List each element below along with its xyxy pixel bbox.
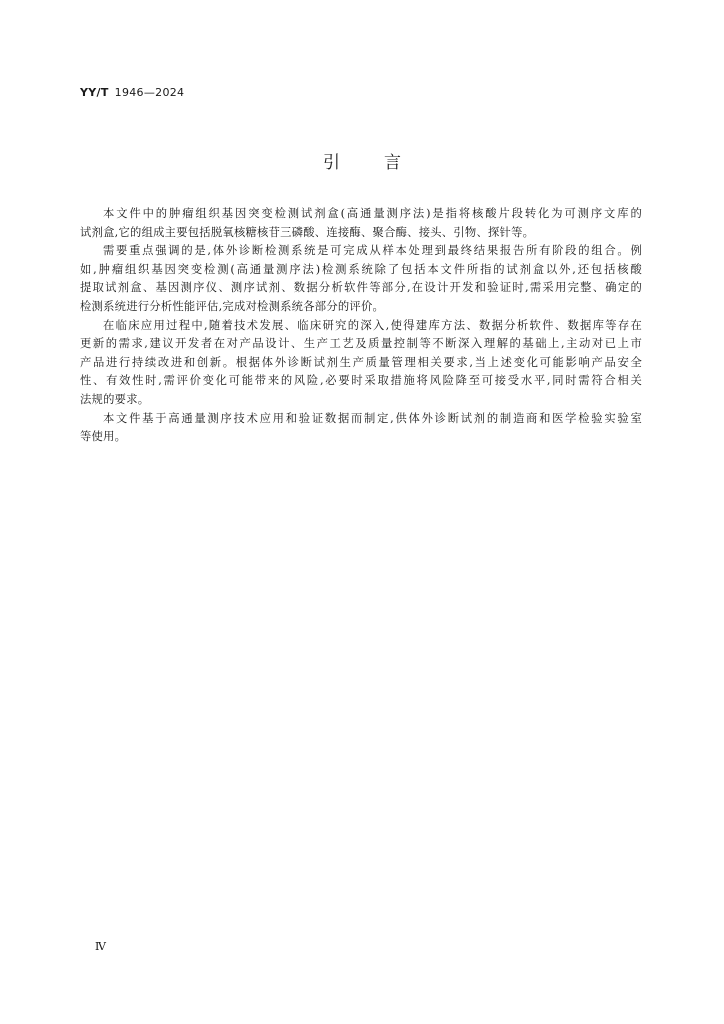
paragraph-2-line-1: 需要重点强调的是,体外诊断检测系统是可完成从样本处理到最终结果报告所有阶段的组合。例 (103, 244, 642, 258)
standard-number: 1946—2024 (114, 86, 185, 99)
paragraph-1-line-2: 试剂盒,它的组成主要包括脱氧核糖核苷三磷酸、连接酶、聚合酶、接头、引物、探针等。 (80, 225, 535, 239)
section-title (0, 148, 724, 173)
paragraph-2-line-3: 提取试剂盒、基因测序仪、测序试剂、数据分析软件等部分,在设计开发和验证时,需采用完整、确定的 (80, 281, 642, 295)
paragraph-3-line-1: 在临床应用过程中,随着技术发展、临床研究的深入,使得建库方法、数据分析软件、数据库等存在 (103, 318, 642, 332)
section-title-char-1: 引 (323, 153, 340, 173)
paragraph-3-line-5: 法规的要求。 (80, 392, 150, 406)
paragraph-4-line-2: 等使用。 (80, 430, 127, 444)
paragraph-2-line-4: 检测系统进行分析性能评估,完成对检测系统各部分的评价。 (80, 299, 385, 313)
paragraph-3-line-2: 更新的需求,建议开发者在对产品设计、生产工艺及质量控制等不断深入理解的基础上,主动对已上市 (80, 337, 642, 351)
page-number: Ⅳ (95, 940, 106, 953)
introduction-body (80, 205, 642, 447)
paragraph-3-line-3: 产品进行持续改进和创新。根据体外诊断试剂生产质量管理相关要求,当上述变化可能影响产品安全 (80, 355, 642, 369)
section-title-char-2: 言 (384, 153, 401, 173)
paragraph-4-line-1: 本文件基于高通量测序技术应用和验证数据而制定,供体外诊断试剂的制造商和医学检验实验室 (103, 411, 642, 425)
standard-code: YY/T (80, 86, 109, 99)
standard-header (80, 86, 184, 99)
paragraph-2-line-2: 如,肿瘤组织基因突变检测(高通量测序法)检测系统除了包括本文件所指的试剂盒以外,还包括核酸 (80, 262, 642, 276)
paragraph-1-line-1: 本文件中的肿瘤组织基因突变检测试剂盒(高通量测序法)是指将核酸片段转化为可测序文库的 (103, 207, 642, 220)
paragraph-3-line-4: 性、有效性时,需评价变化可能带来的风险,必要时采取措施将风险降至可接受水平,同时需符合相关 (80, 374, 642, 388)
